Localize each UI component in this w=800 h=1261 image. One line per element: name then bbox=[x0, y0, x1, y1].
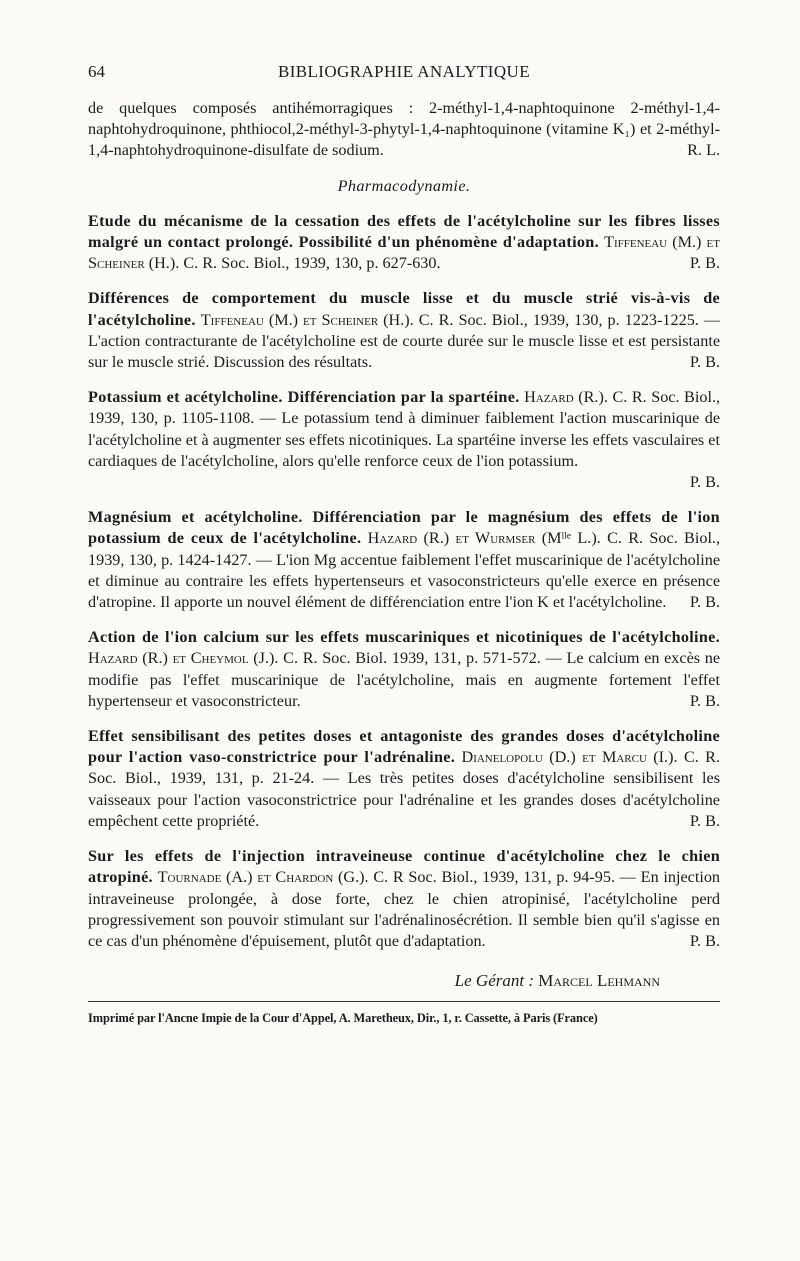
entry-title: Différences de comportement du muscle lisse et du muscle strié vis-à-vis de l'acétylcholine. bbox=[88, 289, 720, 329]
gerant-name: Marcel Lehmann bbox=[538, 971, 660, 991]
entry-authors: Dianelopolu (D.) et Marcu (I.). bbox=[461, 748, 678, 767]
entry-signature: P. B. bbox=[689, 811, 720, 830]
entry-citation: C. R. Soc. Biol., 1939, 130, p. 627-630. bbox=[183, 254, 441, 273]
bibliography-entry bbox=[88, 507, 720, 613]
entry-title: Etude du mécanisme de la cessation des effets de l'acétylcholine sur les fibres lisses malgré un contact prolongé. Possibilité d'un phénomène d'adaptation. bbox=[88, 211, 720, 252]
entry-citation: C. R. Soc. Biol., 1939, 130, p. 1105-1108. bbox=[88, 388, 721, 428]
entry-signature: P. B. bbox=[689, 931, 720, 950]
entry-title: Sur les effets de l'injection intraveineuse continue d'acétylcholine chez le chien atropiné. bbox=[88, 847, 720, 887]
entry-citation: C. R. Soc. Biol. 1939, 131, p. 571-572. bbox=[283, 649, 541, 668]
page-header bbox=[88, 62, 720, 86]
entry-title: Magnésium et acétylcholine. Différenciation par le magnésium des effets de l'ion potassium de ceux de l'acétylcholine. bbox=[88, 508, 720, 548]
entry-authors: Hazard (R.) et Cheymol (J.). bbox=[88, 649, 279, 668]
gerant-line bbox=[88, 970, 720, 991]
bibliography-entry bbox=[88, 726, 720, 832]
entry-signature: P. B. bbox=[689, 353, 720, 372]
entry-authors: Tiffeneau (M.) et Scheiner (H.). bbox=[88, 233, 720, 273]
section-title: Pharmacodynamie. bbox=[337, 176, 471, 195]
entry-text: — L'action contracturante de l'acétylcholine est de courte durée sur le muscle lisse et est persistante sur le muscle strié. Discussion des résultats. bbox=[88, 310, 721, 372]
entry-authors: Hazard (R.) et Wurmser (Mˡˡᵉ L.). bbox=[367, 529, 601, 548]
entry-text: — L'ion Mg accentue faiblement l'effet muscarinique de l'acétylcholine et diminue au contraire les effets hypertenseurs et vasoconstricteurs qu'elle exerce en présence d'atropine. Il apporte un nouvel élément de différenciation entre l'ion K et l'acétylcholine. bbox=[88, 550, 721, 612]
entry-citation: C. R. Soc. Biol., 1939, 130, p. 1223-1225. bbox=[418, 310, 699, 329]
entry-title: Action de l'ion calcium sur les effets muscariniques et nicotiniques de l'acétylcholine. bbox=[88, 628, 720, 647]
intro-text: de quelques composés antihémorragiques : 2-méthyl-1,4-naphtoquinone 2-méthyl-1,4-naphtohydroquinone, phthiocol,2-méthyl-3-phytyl-1,4-naphtoquinone (vitamine K₁) et 2-méthyl-1,4-naphtohydroquinone-disulfate de sodium. bbox=[88, 99, 720, 160]
bibliography-entry bbox=[88, 211, 720, 275]
bibliography-entry bbox=[88, 627, 720, 712]
entry-signature: P. B. bbox=[689, 473, 720, 492]
entry-authors: Tiffeneau (M.) et Scheiner (H.). bbox=[200, 310, 414, 329]
entry-signature: P. B. bbox=[689, 254, 720, 273]
entry-title: Effet sensibilisant des petites doses et antagoniste des grandes doses d'acétylcholine pour l'action vaso-constrictrice pour l'adrénaline. bbox=[88, 727, 720, 767]
bibliography-entry bbox=[88, 846, 720, 952]
bibliography-entry bbox=[88, 387, 720, 493]
intro-paragraph bbox=[88, 98, 720, 162]
entry-text: — En injection intraveineuse prolongée, à dose forte, chez le chien atropinisé, l'acétylcholine perd progressivement son pouvoir stimulant sur l'adrénalinosécrétion. Il semble bien qu'il s'agisse en ce cas d'un phénomène d'épuisement, plutôt que d'adaptation. bbox=[88, 868, 721, 950]
entry-text: — Le potassium tend à diminuer faiblement l'action muscarinique de l'acétylcholine et à augmenter ses effets nicotiniques. La spartéine inverse les effets vasculaires et cardiaques de l'acétylcholine, alors qu'elle renforce ceux de l'ion potassium. bbox=[88, 409, 720, 470]
entry-signature: R. L. bbox=[687, 141, 720, 160]
entry-text: — Les très petites doses d'acétylcholine sensibilisent les vaisseaux pour l'action vasoconstrictrice pour l'adrénaline et les grandes doses d'acétylcholine empêchent cette propriété. bbox=[88, 769, 720, 830]
entry-citation: C. R. Soc. Biol., 1939, 130, p. 1424-1427. bbox=[88, 529, 721, 569]
page-number: 64 bbox=[88, 62, 105, 81]
entry-authors: Tournade (A.) et Chardon (G.). bbox=[157, 868, 369, 887]
entry-signature: P. B. bbox=[689, 593, 720, 612]
entry-title: Potassium et acétylcholine. Différenciation par la spartéine. bbox=[88, 388, 520, 407]
entry-signature: P. B. bbox=[689, 691, 720, 710]
printer-imprint: Imprimé par l'Ancne Impie de la Cour d'Appel, A. Maretheux, Dir., 1, r. Cassette, à Paris (France) bbox=[88, 1011, 598, 1026]
bibliography-entry bbox=[88, 288, 720, 373]
gerant-label: Le Gérant : bbox=[454, 971, 534, 991]
entry-citation: C. R. Soc. Biol., 1939, 131, p. 21-24. bbox=[88, 748, 721, 788]
page-body bbox=[88, 98, 720, 1030]
entry-text: — Le calcium en excès ne modifie pas l'effet muscarinique de l'acétylcholine, mais en augmente fortement l'effet hypertenseur et vasoconstricteur. bbox=[88, 649, 721, 710]
running-title: BIBLIOGRAPHIE ANALYTIQUE bbox=[277, 62, 531, 81]
entry-citation: C. R Soc. Biol., 1939, 131, p. 94-95. bbox=[373, 868, 616, 887]
footer-rule bbox=[88, 1001, 720, 1002]
entry-authors: Hazard (R.). bbox=[524, 388, 608, 407]
